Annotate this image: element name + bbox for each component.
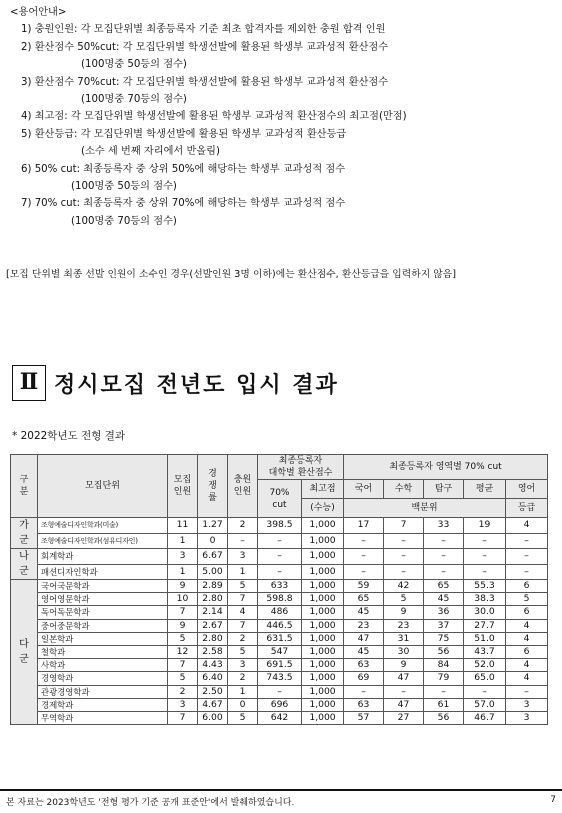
sub-heading: * 2022학년도 전형 결과 — [12, 430, 125, 442]
table-cell: 37 — [424, 619, 464, 632]
table-cell: 9 — [384, 659, 424, 672]
table-cell: 2 — [168, 685, 198, 698]
table-cell: 547 — [258, 645, 302, 658]
section-number: Ⅱ — [12, 365, 46, 401]
table-cell: 7 — [228, 593, 258, 606]
table-body — [11, 518, 548, 725]
table-cell: 56 — [424, 711, 464, 724]
table-cell: 7 — [228, 619, 258, 632]
admission-results-table — [10, 454, 548, 725]
table-cell: 5 — [384, 593, 424, 606]
unit-name: 패션디자인학과 — [38, 564, 168, 580]
table-cell: 4 — [506, 672, 548, 685]
table-cell: 1 — [168, 533, 198, 549]
table-row — [11, 711, 548, 724]
table-cell: 6 — [506, 606, 548, 619]
table-cell: – — [344, 549, 384, 565]
table-cell: – — [258, 533, 302, 549]
table-cell: 2.50 — [198, 685, 228, 698]
table-cell: 65.0 — [464, 672, 506, 685]
table-cell: 5 — [228, 645, 258, 658]
glossary-line: (100명중 70등의 점수) — [81, 94, 187, 106]
group-label: 나 군 — [11, 549, 38, 580]
table-cell: 65 — [344, 593, 384, 606]
group-label: 가 군 — [11, 518, 38, 549]
glossary-line: (100명중 70등의 점수) — [71, 215, 177, 227]
table-cell: 1.27 — [198, 518, 228, 534]
table-cell: 10 — [168, 593, 198, 606]
table-cell: 69 — [344, 672, 384, 685]
unit-name: 국어국문학과 — [38, 580, 168, 593]
unit-name: 사학과 — [38, 659, 168, 672]
table-cell: – — [384, 564, 424, 580]
table-cell: 2.67 — [198, 619, 228, 632]
header-avg: 평균 — [464, 480, 506, 499]
table-cell: 3 — [168, 549, 198, 565]
table-cell: 1,000 — [302, 619, 344, 632]
glossary-line: (100명중 50등의 점수) — [81, 59, 187, 71]
table-cell: 642 — [258, 711, 302, 724]
table-cell: 633 — [258, 580, 302, 593]
table-cell: – — [464, 533, 506, 549]
table-cell: 3 — [228, 659, 258, 672]
header-extra: 충원 인원 — [228, 455, 258, 518]
table-cell: – — [258, 549, 302, 565]
header-group: 구 분 — [11, 455, 38, 518]
table-cell: 23 — [344, 619, 384, 632]
section-title: 정시모집 전년도 입시 결과 — [54, 372, 339, 398]
table-cell: 2.58 — [198, 645, 228, 658]
table-cell: 79 — [424, 672, 464, 685]
table-cell: 56 — [424, 645, 464, 658]
table-cell: 1,000 — [302, 685, 344, 698]
glossary-title: <용어안내> — [10, 7, 67, 18]
table-cell: – — [464, 685, 506, 698]
table-cell: – — [424, 564, 464, 580]
table-cell: 5 — [168, 672, 198, 685]
table-cell: 9 — [384, 606, 424, 619]
unit-name: 회계학과 — [38, 549, 168, 565]
table-row — [11, 659, 548, 672]
table-cell: 47 — [344, 632, 384, 645]
glossary — [10, 4, 550, 230]
glossary-line: (소수 세 번째 자리에서 반올림) — [81, 146, 220, 158]
table-cell: 0 — [198, 533, 228, 549]
table-cell: – — [424, 549, 464, 565]
table-cell: 2 — [228, 518, 258, 534]
table-cell: 2.80 — [198, 593, 228, 606]
table-cell: 5 — [506, 593, 548, 606]
table-cell: 4 — [228, 606, 258, 619]
glossary-line: (100명중 50등의 점수) — [71, 181, 177, 193]
table-row — [11, 606, 548, 619]
footer-rule — [0, 789, 562, 791]
glossary-lines — [10, 21, 550, 230]
table-cell: 5 — [228, 580, 258, 593]
table-cell: 47 — [384, 672, 424, 685]
table-cell: 1,000 — [302, 593, 344, 606]
table-cell: 2.80 — [198, 632, 228, 645]
table-cell: 27.7 — [464, 619, 506, 632]
table-row — [11, 685, 548, 698]
header-inquiry: 탐구 — [424, 480, 464, 499]
table-cell: 43.7 — [464, 645, 506, 658]
table-cell: 46.7 — [464, 711, 506, 724]
table-row — [11, 580, 548, 593]
table-cell: 5 — [228, 711, 258, 724]
table-cell: 1,000 — [302, 518, 344, 534]
header-max: 최고점 — [302, 480, 344, 499]
table-cell: 63 — [344, 659, 384, 672]
unit-name: 조형예술디자인학과(미술) — [38, 518, 168, 534]
table-cell: 446.5 — [258, 619, 302, 632]
table-cell: 6.40 — [198, 672, 228, 685]
table-cell: 1,000 — [302, 533, 344, 549]
table-cell: – — [344, 564, 384, 580]
table-row — [11, 533, 548, 549]
table-cell: 1,000 — [302, 645, 344, 658]
table-cell: 57.0 — [464, 698, 506, 711]
table-cell: 5 — [168, 632, 198, 645]
table-cell: 84 — [424, 659, 464, 672]
table-cell: 59 — [344, 580, 384, 593]
table-cell: – — [506, 549, 548, 565]
table-cell: 9 — [168, 619, 198, 632]
table-cell: – — [506, 564, 548, 580]
table-cell: – — [464, 549, 506, 565]
unit-name: 관광경영학과 — [38, 685, 168, 698]
glossary-line: 6) 50% cut: 최종등록자 중 상위 50%에 해당하는 학생부 교과성적 점수 — [21, 163, 346, 175]
header-math: 수학 — [384, 480, 424, 499]
table-cell: – — [344, 533, 384, 549]
table-cell: 7 — [168, 659, 198, 672]
table-cell: – — [384, 549, 424, 565]
table-cell: – — [258, 685, 302, 698]
table-row — [11, 672, 548, 685]
table-cell: 1,000 — [302, 659, 344, 672]
table-cell: 2.14 — [198, 606, 228, 619]
table-cell: 398.5 — [258, 518, 302, 534]
table-cell: 65 — [424, 580, 464, 593]
table-cell: 598.8 — [258, 593, 302, 606]
table-cell: 2 — [228, 632, 258, 645]
table-cell: 19 — [464, 518, 506, 534]
header-area-group: 최종등록자 영역별 70% cut — [344, 455, 548, 480]
table-cell: 0 — [228, 698, 258, 711]
header-grade: 등급 — [506, 499, 548, 518]
table-cell: – — [506, 685, 548, 698]
table-cell: 31 — [384, 632, 424, 645]
table-cell: – — [344, 685, 384, 698]
unit-name: 철학과 — [38, 645, 168, 658]
table-cell: 1,000 — [302, 606, 344, 619]
table-cell: – — [384, 685, 424, 698]
unit-name: 영어영문학과 — [38, 593, 168, 606]
table-row — [11, 549, 548, 565]
header-unit: 모집단위 — [38, 455, 168, 518]
table-row — [11, 619, 548, 632]
unit-name: 무역학과 — [38, 711, 168, 724]
table-cell: 631.5 — [258, 632, 302, 645]
table-cell: 1,000 — [302, 549, 344, 565]
table-cell: 33 — [424, 518, 464, 534]
table-cell: 3 — [506, 711, 548, 724]
header-rate: 경 쟁 률 — [198, 455, 228, 518]
table-cell: 45 — [344, 606, 384, 619]
table-cell: 1 — [168, 564, 198, 580]
table-cell: 3 — [506, 698, 548, 711]
header-korean: 국어 — [344, 480, 384, 499]
table-cell: 51.0 — [464, 632, 506, 645]
table-cell: – — [228, 533, 258, 549]
page-number: 7 — [550, 795, 556, 805]
table-cell: 1,000 — [302, 564, 344, 580]
unit-name: 경제학과 — [38, 698, 168, 711]
table-cell: – — [424, 533, 464, 549]
table-cell: 55.3 — [464, 580, 506, 593]
table-cell: 17 — [344, 518, 384, 534]
table-cell: 30 — [384, 645, 424, 658]
table-cell: 1 — [228, 685, 258, 698]
header-english: 영어 — [506, 480, 548, 499]
table-cell: 7 — [168, 606, 198, 619]
table-cell: 3 — [228, 549, 258, 565]
unit-name: 중어중문학과 — [38, 619, 168, 632]
table-cell: 1,000 — [302, 632, 344, 645]
table-cell: 4.67 — [198, 698, 228, 711]
section-heading — [12, 362, 339, 404]
table-cell: 11 — [168, 518, 198, 534]
table-cell: 4 — [506, 619, 548, 632]
table-cell: 57 — [344, 711, 384, 724]
table-cell: 12 — [168, 645, 198, 658]
table-cell: 1,000 — [302, 672, 344, 685]
table-cell: 1,000 — [302, 711, 344, 724]
table-cell: 4 — [506, 518, 548, 534]
unit-name: 일본학과 — [38, 632, 168, 645]
table-cell: 7 — [168, 711, 198, 724]
table-row — [11, 518, 548, 534]
table-cell: 6 — [506, 580, 548, 593]
header-max-sub: (수능) — [302, 499, 344, 518]
table-cell: 30.0 — [464, 606, 506, 619]
table-cell: 38.3 — [464, 593, 506, 606]
table-cell: 743.5 — [258, 672, 302, 685]
table-row — [11, 564, 548, 580]
table-cell: 52.0 — [464, 659, 506, 672]
unit-name: 독어독문학과 — [38, 606, 168, 619]
unit-name: 조형예술디자인학과(섬유디자인) — [38, 533, 168, 549]
table-cell: 696 — [258, 698, 302, 711]
header-cut70: 70% cut — [258, 480, 302, 518]
glossary-line: 3) 환산점수 70%cut: 각 모집단위별 학생선발에 활용된 학생부 교과성적 환산점수 — [21, 76, 389, 88]
table-cell: 2.89 — [198, 580, 228, 593]
table-cell: 1,000 — [302, 698, 344, 711]
glossary-line: 2) 환산점수 50%cut: 각 모집단위별 학생선발에 활용된 학생부 교과성적 환산점수 — [21, 41, 389, 53]
table-cell: 7 — [384, 518, 424, 534]
table-cell: 4.43 — [198, 659, 228, 672]
group-label: 다 군 — [11, 580, 38, 725]
table-cell: 45 — [424, 593, 464, 606]
table-cell: 23 — [384, 619, 424, 632]
table-cell: 3 — [168, 698, 198, 711]
table-cell: 4 — [506, 659, 548, 672]
glossary-line: 7) 70% cut: 최종등록자 중 상위 70%에 해당하는 학생부 교과성적 점수 — [21, 198, 346, 210]
table-cell: 486 — [258, 606, 302, 619]
table-cell: 6.00 — [198, 711, 228, 724]
table-cell: 27 — [384, 711, 424, 724]
table-cell: 9 — [168, 580, 198, 593]
table-cell: 2 — [228, 672, 258, 685]
table-cell: 6 — [506, 645, 548, 658]
glossary-line: 4) 최고점: 각 모집단위별 학생선발에 활용된 학생부 교과성적 환산점수의 최고점(만점) — [21, 111, 407, 123]
table-cell: 1 — [228, 564, 258, 580]
table-cell: – — [424, 685, 464, 698]
table-cell: – — [464, 564, 506, 580]
table-cell: 691.5 — [258, 659, 302, 672]
table-cell: 42 — [384, 580, 424, 593]
table-cell: 45 — [344, 645, 384, 658]
glossary-line: 5) 환산등급: 각 모집단위별 학생선발에 활용된 학생부 교과성적 환산등급 — [21, 128, 347, 140]
table-cell: 6.67 — [198, 549, 228, 565]
glossary-line: 1) 충원인원: 각 모집단위별 최종등록자 기준 최초 합격자를 제외한 충원 합격 인원 — [21, 24, 386, 36]
selection-note: [모집 단위별 최종 선발 인원이 소수인 경우(선발인원 3명 이하)에는 환산점수, 환산등급을 입력하지 않음] — [6, 269, 457, 280]
table-cell: 4 — [506, 632, 548, 645]
table-row — [11, 632, 548, 645]
header-quota: 모집 인원 — [168, 455, 198, 518]
header-percentile: 백분위 — [344, 499, 506, 518]
table-cell: 75 — [424, 632, 464, 645]
header-score-group: 최종등록자 대학별 환산점수 — [258, 455, 344, 480]
table-cell: 61 — [424, 698, 464, 711]
table-row — [11, 698, 548, 711]
table-cell: – — [258, 564, 302, 580]
table-cell: 1,000 — [302, 580, 344, 593]
table-row — [11, 645, 548, 658]
footer-text: 본 자료는 2023학년도 '전형 평가 기준 공개 표준안'에서 발췌하였습니다. — [6, 798, 295, 808]
table-cell: – — [506, 533, 548, 549]
table-cell: – — [384, 533, 424, 549]
unit-name: 경영학과 — [38, 672, 168, 685]
table-cell: 63 — [344, 698, 384, 711]
table-cell: 36 — [424, 606, 464, 619]
table-cell: 47 — [384, 698, 424, 711]
table-row — [11, 593, 548, 606]
table-cell: 5.00 — [198, 564, 228, 580]
